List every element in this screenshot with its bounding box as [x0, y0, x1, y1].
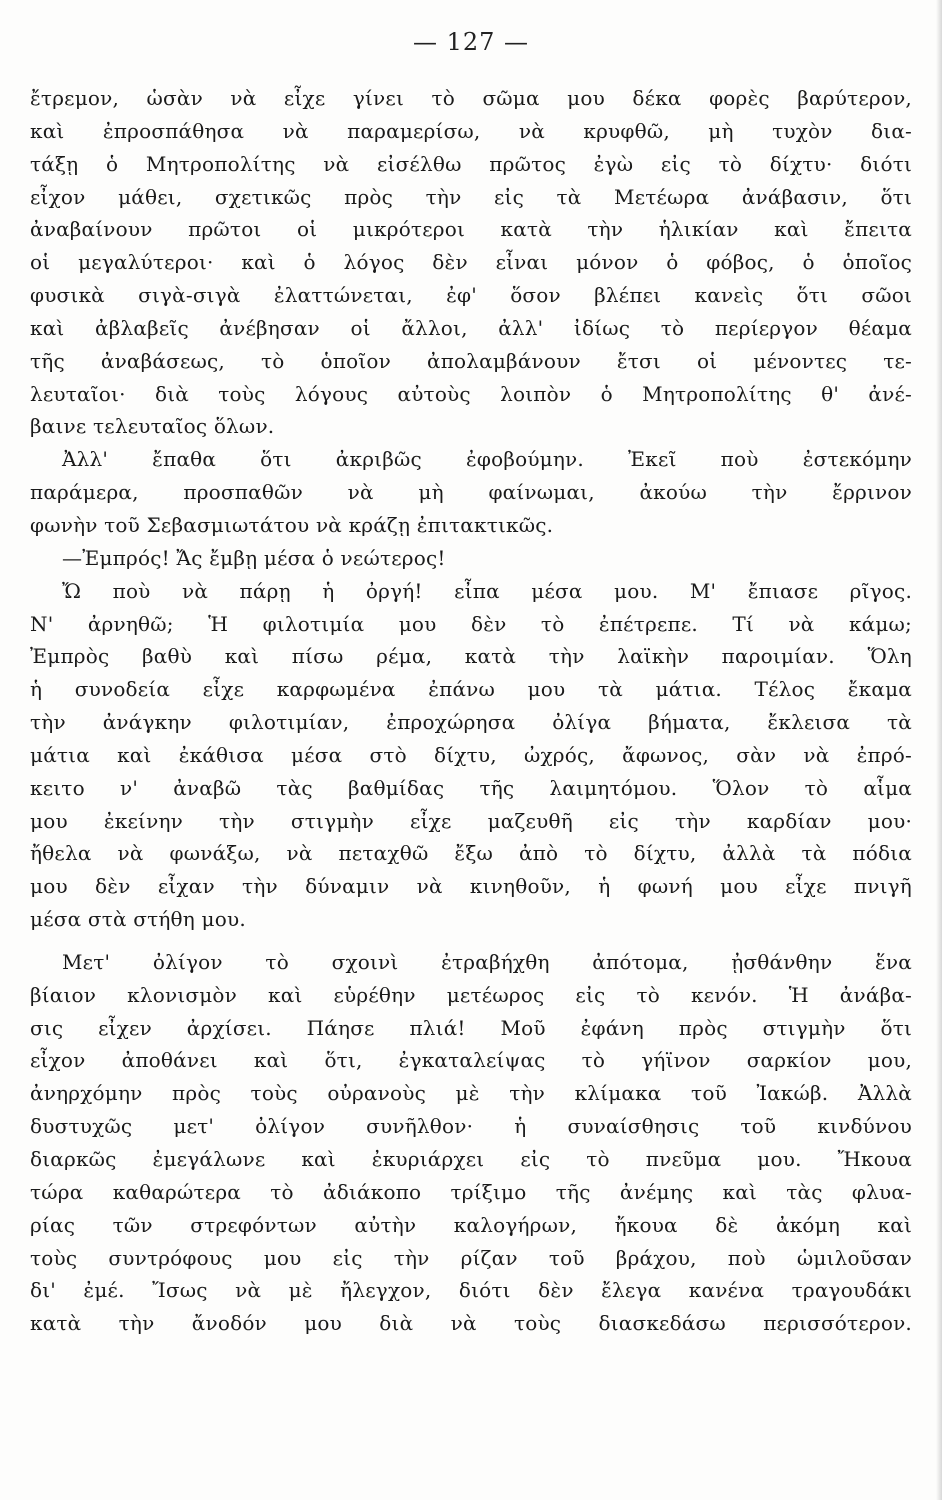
text-line: φυσικὰ σιγὰ-σιγὰ ἐλαττώνεται, ἐφ' ὅσον βλέπει κανεὶς ὅτι σῶοι — [30, 283, 912, 308]
text-line: βίαιον κλονισμὸν καὶ εὑρέθην μετέωρος εἰς τὸ κενόν. Ἡ ἀνάβα- — [30, 982, 912, 1007]
text-line: ρίας τῶν στρεφόντων αὐτὴν καλογήρων, ἤκουα δὲ ἀκόμη καὶ — [30, 1212, 912, 1237]
text-line: Ν' ἀρνηθῶ; Ἡ φιλοτιμία μου δὲν τὸ ἐπέτρεπε. Τί νὰ κάμω; — [30, 611, 912, 636]
page-text — [30, 82, 912, 1340]
page-edge-shadow — [936, 0, 942, 1500]
text-line: —Ἐμπρός! Ἄς ἔμβῃ μέσα ὁ νεώτερος! — [62, 545, 446, 570]
text-line: διαρκῶς ἐμεγάλωνε καὶ ἐκυριάρχει εἰς τὸ πνεῦμα μου. Ἤκουα — [30, 1147, 912, 1171]
text-line: κειτο ν' ἀναβῶ τὰς βαθμίδας τῆς λαιμητόμου. Ὅλον τὸ αἷμα — [30, 775, 912, 800]
text-line: καὶ ἐπροσπάθησα νὰ παραμερίσω, νὰ κρυφθῶ, μὴ τυχὸν δια- — [30, 118, 912, 143]
text-line: τὴν ἀνάγκην φιλοτιμίαν, ἐπροχώρησα ὀλίγα βήματα, ἔκλεισα τὰ — [30, 710, 912, 735]
text-line: μάτια καὶ ἐκάθισα μέσα στὸ δίχτυ, ὠχρός, ἄφωνος, σὰν νὰ ἐπρό- — [30, 742, 912, 767]
text-line: φωνὴν τοῦ Σεβασμιωτάτου νὰ κράζῃ ἐπιτακτικῶς. — [30, 512, 554, 537]
text-line: σις εἶχεν ἀρχίσει. Πάησε πλιά! Μοῦ ἐφάνη πρὸς στιγμὴν ὅτι — [30, 1015, 912, 1040]
text-line: καὶ ἀβλαβεῖς ἀνέβησαν οἱ ἄλλοι, ἀλλ' ἰδίως τὸ περίεργον θέαμα — [30, 315, 912, 340]
text-line: ἔτρεμον, ὡσὰν νὰ εἶχε γίνει τὸ σῶμα μου δέκα φορὲς βαρύτερον, — [30, 86, 912, 110]
text-line: ἀναβαίνουν πρῶτοι οἱ μικρότεροι κατὰ τὴν ἡλικίαν καὶ ἔπειτα — [30, 217, 912, 242]
text-line: εἶχον μάθει, σχετικῶς πρὸς τὴν εἰς τὰ Μετέωρα ἀνάβασιν, ὅτι — [30, 184, 912, 209]
text-line: δι' ἐμέ. Ἴσως νὰ μὲ ἤλεγχον, διότι δὲν ἔλεγα κανένα τραγουδάκι — [30, 1278, 912, 1303]
text-line: μου δὲν εἶχαν τὴν δύναμιν νὰ κινηθοῦν, ἡ φωνή μου εἶχε πνιγῆ — [30, 874, 912, 899]
text-line: μέσα στὰ στήθη μου. — [30, 907, 246, 932]
text-line: Ἐμπρὸς βαθὺ καὶ πίσω ρέμα, κατὰ τὴν λαϊκὴν παροιμίαν. Ὅλη — [30, 644, 912, 669]
text-line: τώρα καθαρώτερα τὸ ἀδιάκοπο τρίξιμο τῆς ἀνέμης καὶ τὰς φλυα- — [30, 1179, 912, 1204]
paragraph — [30, 542, 912, 575]
paragraph — [30, 443, 912, 542]
text-line: τάξῃ ὁ Μητροπολίτης νὰ εἰσέλθω πρῶτος ἐγὼ εἰς τὸ δίχτυ· διότι — [30, 151, 912, 176]
text-line: μου ἐκείνην τὴν στιγμὴν εἶχε μαζευθῆ εἰς τὴν καρδίαν μου· — [30, 808, 912, 833]
paragraph — [30, 946, 912, 1340]
text-line: ἡ συνοδεία εἶχε καρφωμένα ἐπάνω μου τὰ μάτια. Τέλος ἔκαμα — [30, 677, 912, 702]
text-line: παράμερα, προσπαθῶν νὰ μὴ φαίνωμαι, ἀκούω τὴν ἔρρινον — [30, 480, 912, 505]
text-line: Μετ' ὀλίγον τὸ σχοινὶ ἐτραβήχθη ἀπότομα, ᾐσθάνθην ἕνα — [62, 949, 912, 974]
text-line: κατὰ τὴν ἄνοδόν μου διὰ νὰ τοὺς διασκεδάσω περισσότερον. — [30, 1311, 912, 1336]
text-line: εἶχον ἀποθάνει καὶ ὅτι, ἐγκαταλείψας τὸ γήϊνον σαρκίον μου, — [30, 1048, 912, 1073]
text-line: Ὤ ποὺ νὰ πάρῃ ἡ ὀργή! εἶπα μέσα μου. Μ' ἔπιασε ρῖγος. — [62, 578, 912, 603]
text-line: Ἀλλ' ἔπαθα ὅτι ἀκριβῶς ἐφοβούμην. Ἐκεῖ ποὺ ἐστεκόμην — [62, 447, 912, 472]
text-line: ἀνηρχόμην πρὸς τοὺς οὐρανοὺς μὲ τὴν κλίμακα τοῦ Ἰακώβ. Ἀλλὰ — [30, 1081, 912, 1106]
text-line: οἱ μεγαλύτεροι· καὶ ὁ λόγος δὲν εἶναι μόνον ὁ φόβος, ὁ ὁποῖος — [30, 250, 912, 275]
paragraph — [30, 82, 912, 443]
text-line: ἤθελα νὰ φωνάξω, νὰ πεταχθῶ ἔξω ἀπὸ τὸ δίχτυ, ἀλλὰ τὰ πόδια — [30, 841, 912, 866]
text-line: τῆς ἀναβάσεως, τὸ ὁποῖον ἀπολαμβάνουν ἔτσι οἱ μένοντες τε- — [30, 348, 912, 373]
text-line: λευταῖοι· διὰ τοὺς λόγους αὐτοὺς λοιπὸν ὁ Μητροπολίτης θ' ἀνέ- — [30, 381, 912, 406]
paragraph-gap — [30, 936, 912, 946]
text-line: βαινε τελευταῖος ὅλων. — [30, 414, 275, 439]
paragraph — [30, 575, 912, 936]
text-line: δυστυχῶς μετ' ὀλίγον συνῆλθον· ἡ συναίσθησις τοῦ κινδύνου — [30, 1114, 912, 1139]
text-line: τοὺς συντρόφους μου εἰς τὴν ρίζαν τοῦ βράχου, ποὺ ὡμιλοῦσαν — [30, 1245, 912, 1270]
page-number: — 127 — — [412, 28, 530, 56]
